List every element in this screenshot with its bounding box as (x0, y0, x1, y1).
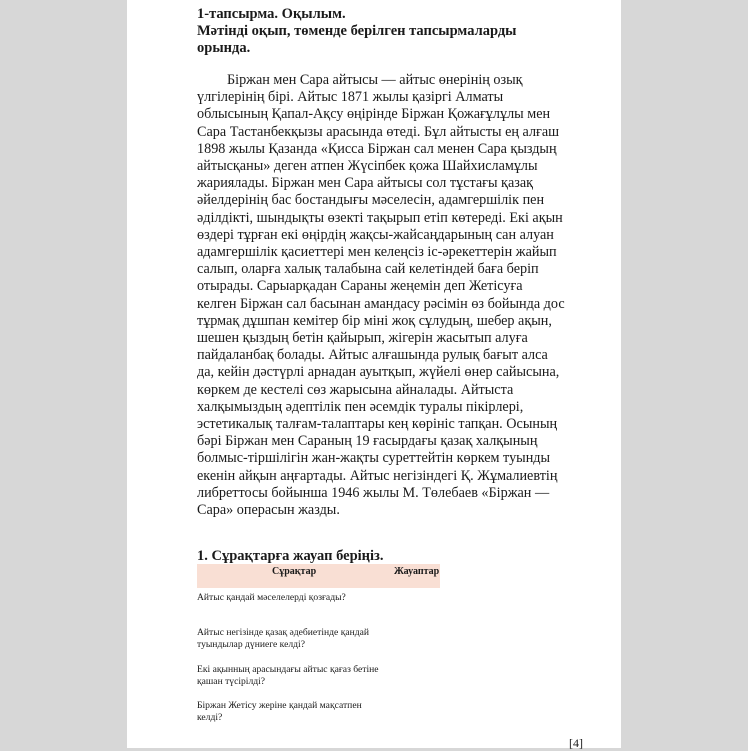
column-header-answers: Жауаптар (394, 566, 440, 577)
question-line: келді? (197, 712, 223, 723)
passage-line: айтысқаны» деген атпен Жүсіпбек қожа Шайхисламұлы (197, 158, 538, 175)
passage-line: әділдікті, шындықты өзекті тақырып етіп көтереді. Екі ақын (197, 209, 563, 226)
question-line: Біржан Жетісу жеріне қандай мақсатпен (197, 700, 362, 711)
passage-line: болмыс-тіршілігін жан-жақты суреттейтін көркем туынды (197, 450, 551, 467)
questions-table-header (197, 564, 440, 588)
passage-line: шешен қыздың бетін қайырып, жігерін жасытып алуға (197, 330, 528, 347)
question-item (197, 700, 417, 724)
passage-line: салып, оларға халық талабына сай келетіндей баға беріп (197, 261, 539, 278)
question-line: Айтыс қандай мәселелерді қозғады? (197, 592, 346, 603)
question-line: туындылар дүниеге келді? (197, 639, 305, 650)
passage-line: екенін айқын аңғартады. Айтыс негізіндегі Қ. Жұмалиевтің (197, 467, 558, 484)
passage-line: жариялады. Біржан мен Сара айтысы сол тұстағы қазақ (197, 175, 534, 192)
passage-line: отырады. Сарыарқадан Сараны жеңемін деп Жетісуға (197, 278, 523, 295)
passage-line: облысының Қапал-Ақсу өңірінде Біржан Қожағұлұлы мен (197, 106, 551, 123)
passage-line: Сара» операсын жазды. (197, 502, 340, 519)
passage-line: келген Біржан сал басынан амандасу рәсімін өз бойында дос (197, 295, 565, 312)
question-line: Екі ақынның арасындағы айтыс қағаз бетіне (197, 664, 379, 675)
question-item (197, 627, 417, 651)
task-instruction-line: орында. (197, 40, 251, 56)
questions-heading: 1. Сұрақтарға жауап беріңіз. (197, 548, 384, 564)
passage-line: 1898 жылы Қазанда «Қисса Біржан сал менен Сара қыздың (197, 140, 557, 157)
passage-line: эстетикалық талғам-талаптары кең көрініс тапқан. Осының (197, 416, 558, 433)
question-item (197, 664, 417, 688)
passage-line: Біржан мен Сара айтысы — айтыс өнерінің озық (227, 72, 523, 88)
passage-line: адамгершілік қасиеттері мен келеңсіз іс-әрекеттерін жайып (197, 244, 557, 261)
passage-line: либреттосы бойынша 1946 жылы М. Төлебаев «Біржан — (197, 484, 550, 501)
passage-line: әйелдерінің бас бостандығы мәселесін, адамгершілік пен (197, 192, 545, 209)
question-item (197, 592, 417, 604)
column-header-questions: Сұрақтар (272, 566, 317, 577)
question-line: Айтыс негізінде қазақ әдебиетінде қандай (197, 627, 370, 638)
passage-line: үлгілерінің бірі. Айтыс 1871 жылы қазіргі Алматы (197, 89, 504, 106)
task-instruction-line: Мәтінді оқып, төменде берілген тапсырмаларды (197, 23, 517, 39)
passage-line: да, кейін дәстүрлі арнадан ауытқып, жүйелі өнер сайысына, (197, 364, 560, 381)
reading-passage (197, 72, 583, 519)
passage-line: бәрі Біржан мен Сараның 19 ғасырдағы қазақ халқының (197, 433, 538, 450)
passage-line: Сара Тастанбекқызы арасында өтеді. Бұл айтысты ең алғаш (197, 123, 560, 140)
passage-line: пайдаланбақ болады. Айтыс алғашында рулық бағыт алса (197, 347, 548, 364)
passage-line: көркем де кестелі сөз жарысына айналады. Айтыста (197, 381, 514, 398)
question-line: қашан түсірілді? (197, 676, 266, 687)
task-heading (197, 6, 577, 57)
passage-line: өздері тұрған екі өңірдің жақсы-жайсаңдарының сан алуан (197, 226, 554, 243)
task-title: 1-тапсырма. Оқылым. (197, 6, 346, 22)
worksheet-page (127, 0, 621, 748)
page-number: [4] (569, 736, 583, 750)
passage-line: халқымыздың әдептілік пен әсемдік туралы пікірлері, (197, 398, 524, 415)
passage-line: тұрмақ дұшпан кемітер бір міні жоқ сұлудың, шебер ақын, (197, 312, 552, 329)
